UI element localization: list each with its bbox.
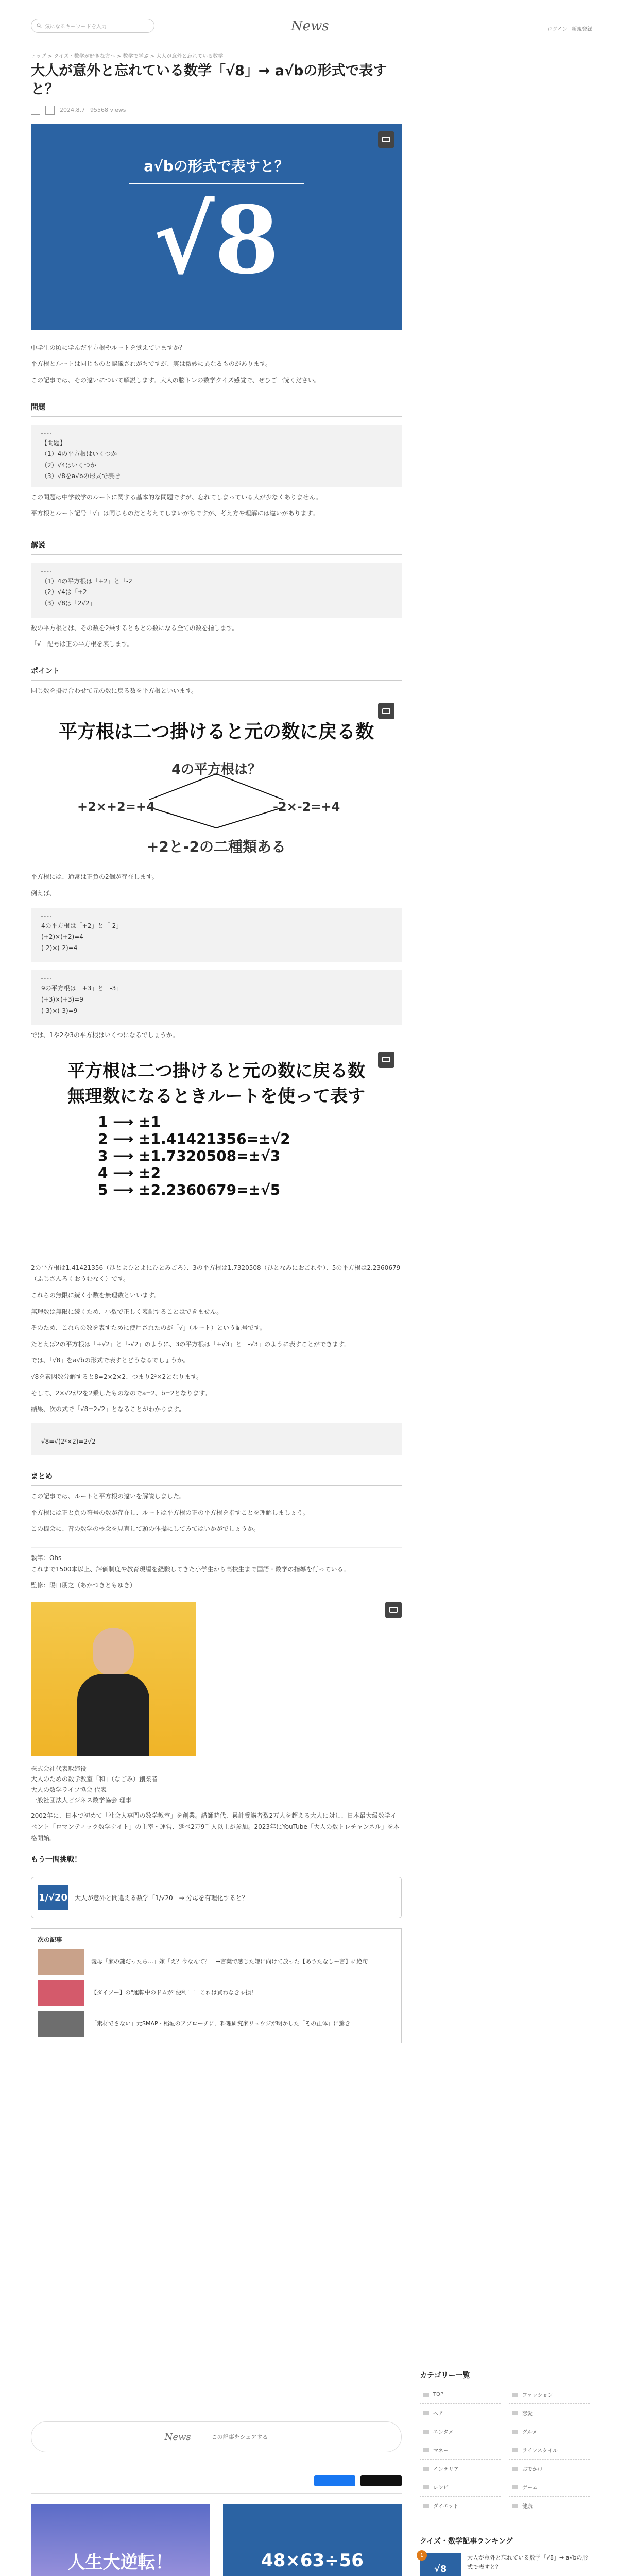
- illustration-subheading: 無理数になるときルートを使って表す: [67, 1086, 365, 1107]
- list-item[interactable]: 【ダイソー】の"運転中のドムが"便利！！ これは買わなきゃ損！: [38, 1980, 395, 2006]
- answer-item: （2）√4は「+2」: [41, 588, 93, 596]
- problem-item: （1）4の平方根はいくつか: [41, 450, 117, 458]
- share-icon[interactable]: [45, 106, 55, 115]
- author-label: 執筆：Ohs: [31, 1547, 402, 1564]
- category-item[interactable]: ヘア: [420, 2404, 501, 2422]
- article-date: 2024.8.7: [60, 107, 85, 114]
- category-item[interactable]: ファッション: [509, 2385, 590, 2404]
- root-row: 3 ⟶ ±1.7320508=±√3: [98, 1147, 281, 1164]
- illustration-square-root: [31, 707, 402, 861]
- search-bar[interactable]: [31, 19, 154, 33]
- hero-formula: √8: [153, 185, 279, 295]
- problem-text: この問題は中学数学のルートに関する基本的な問題ですが、忘れてしまっている人が少なくありません。: [31, 493, 322, 501]
- text: 例えば、: [31, 890, 56, 897]
- intro-3: この記事では、その違いについて解説します。大人の脳トレの数学クイズ感覚で、ぜひご一読ください。: [31, 377, 320, 384]
- hero-image: [31, 124, 402, 330]
- text: √8を素因数分解すると8=2×2×2、つまり2²×2となります。: [31, 1372, 203, 1380]
- category-item[interactable]: ゲーム: [509, 2478, 590, 2497]
- profile-bio: 2002年に、日本で初めて「社会人専門の数学教室」を創業。講師時代、累計受講者数2万人を超える大人に対し、日本最大級数学イベント「ロマンティック数学ナイト」の主宰・運営、延べ2万9千人以上が参加。2023年にYouTube「大人の数トレチャンネル」を本格開始。: [31, 1812, 400, 1842]
- category-item[interactable]: インテリア: [420, 2460, 501, 2478]
- text: 結果、次の式で「√8=2√2」となることがわかります。: [31, 1405, 185, 1413]
- image-icon: [385, 1602, 402, 1618]
- text: これらの無限に続く小数を無理数といいます。: [31, 1291, 161, 1299]
- summary-text: この機会に、昔の数学の概念を見直して頭の体操にしてみてはいかがでしょうか。: [31, 1525, 260, 1533]
- summary-text: 平方根には正と負の符号の数が存在し、ルートは平方根の正の平方根を指すことを理解しましょう。: [31, 1509, 310, 1516]
- breadcrumb[interactable]: トップ > クイズ・数学が好きな方へ > 数学で学ぶ > 大人が意外と忘れている数学: [31, 54, 224, 59]
- next-thumb: 1/√20: [38, 1885, 68, 1910]
- text: そのため、これらの数を表すために使用されたのが「√」（ルート）という記号です。: [31, 1324, 266, 1332]
- image-icon: [378, 1052, 394, 1068]
- example-line: (+2)×(+2)=4: [41, 933, 83, 941]
- example-line: 4の平方根は「+2」と「-2」: [41, 922, 123, 929]
- summary-text: この記事では、ルートと平方根の違いを解説しました。: [31, 1493, 186, 1500]
- example-box: [31, 970, 402, 1025]
- category-item[interactable]: ライフスタイル: [509, 2441, 590, 2460]
- text: では、「√8」をa√bの形式で表すとどうなるでしょうか。: [31, 1357, 190, 1364]
- page-title: 大人が意外と忘れている数学「√8」→ a√bの形式で表すと？: [31, 63, 387, 98]
- article-views: 95568 views: [90, 107, 126, 114]
- share-bar: [31, 2468, 402, 2494]
- category-item[interactable]: レシピ: [420, 2478, 501, 2497]
- text: では、1や2や3の平方根はいくつになるでしょうか。: [31, 1031, 179, 1039]
- problem-item: （2）√4はいくつか: [41, 461, 96, 469]
- text: たとえば2の平方根は「+√2」と「-√2」のように、3の平方根は「+√3」と「-√3」のように表すことができます。: [31, 1340, 351, 1348]
- text: 平方根には、通常は正負の2個が存在します。: [31, 873, 158, 881]
- next-label: もう一問挑戦！: [31, 1856, 81, 1865]
- example-line: (+3)×(+3)=9: [41, 995, 83, 1003]
- heading-summary: まとめ: [31, 1471, 402, 1486]
- list-item[interactable]: 「素材でさない」元SMAP・稲垣のアプローチに、料理研究家リュウジが明かした「その正体」に驚き: [38, 2011, 395, 2037]
- illustration-roots: [31, 1052, 402, 1258]
- example-line: (-2)×(-2)=4: [41, 944, 78, 952]
- bookmark-icon[interactable]: [31, 106, 40, 115]
- related-card[interactable]: 48×63÷56: [223, 2504, 402, 2576]
- next-card-title: 大人が意外と間違える数学「1/√20」→ 分母を有理化すると？: [75, 1894, 248, 1902]
- related-grid: [31, 2504, 402, 2576]
- illustration-left: +2×+2=+4: [77, 800, 155, 815]
- author-desc: これまで1500本以上、評価制度や教育現場を経験してきた小学生から高校生まで国語・数学の指導を行っている。: [31, 1565, 350, 1573]
- profile-line: 一般社団法人ビジネス数学協会 理事: [31, 1797, 132, 1804]
- supervisor: 監修：陽口朋之（あかつきともゆき）: [31, 1582, 136, 1589]
- category-list: [420, 2385, 590, 2515]
- illustration-question: 4の平方根は？: [171, 762, 262, 778]
- answer-box: [31, 563, 402, 618]
- example-line: 9の平方根は「+3」と「-3」: [41, 985, 123, 992]
- login-link[interactable]: ログイン: [547, 27, 568, 32]
- category-nav: [31, 2421, 402, 2452]
- footer-logo[interactable]: News: [164, 2431, 191, 2443]
- hero-caption: a√bの形式で表すと？: [144, 157, 289, 175]
- illustration-heading: 平方根は二つ掛けると元の数に戻る数: [58, 721, 374, 743]
- image-icon: [378, 703, 394, 719]
- answer-text: 数の平方根とは、その数を2乗するともとの数になる全ての数を指します。: [31, 624, 238, 632]
- root-row: 4 ⟶ ±2: [98, 1164, 161, 1181]
- header-links: [547, 25, 593, 32]
- list-item[interactable]: 義母「家の鍵だったら…」嫁「え？今なんて？」→言葉で感じた嫌に向けて放った【あうたなしー言】に絶句: [38, 1949, 395, 1975]
- category-item[interactable]: 健康: [509, 2497, 590, 2515]
- problem-label: 【問題】: [41, 439, 66, 447]
- category-item[interactable]: マネー: [420, 2441, 501, 2460]
- category-item[interactable]: エンタメ: [420, 2422, 501, 2441]
- heading-problem: 問題: [31, 402, 402, 417]
- x-share-button[interactable]: [360, 2475, 402, 2486]
- answer-item: （3）√8は「2√2」: [41, 600, 96, 607]
- profile: [31, 1764, 402, 1806]
- illustration-heading: 平方根は二つ掛けると元の数に戻る数: [67, 1060, 365, 1081]
- problem-item: （3）√8をa√bの形式で表せ: [41, 472, 121, 480]
- article: [31, 62, 402, 2043]
- sidebar: [420, 2370, 590, 2576]
- site-logo[interactable]: News: [291, 19, 329, 34]
- author-photo: [31, 1602, 196, 1756]
- categories-heading: カテゴリー一覧: [420, 2371, 470, 2380]
- heading-point: ポイント: [31, 666, 402, 681]
- profile-line: 大人の数学ライフ協会 代表: [31, 1786, 107, 1793]
- category-item[interactable]: ダイエット: [420, 2497, 501, 2515]
- text: 2の平方根は1.41421356（ひとよひとよにひとみごろ）、3の平方根は1.7320508（ひとなみにおごれや）、5の平方根は2.2360679（ふじさんろくおうむなく）です。: [31, 1264, 401, 1283]
- root-row: 1 ⟶ ±1: [98, 1113, 161, 1130]
- share-label: この記事をシェアする: [211, 2434, 268, 2441]
- next-articles-heading: 次の記事: [38, 1936, 63, 1944]
- problem-box: [31, 425, 402, 487]
- category-item[interactable]: TOP: [420, 2385, 501, 2404]
- category-item[interactable]: おでかけ: [509, 2460, 590, 2478]
- root-row: 2 ⟶ ±1.41421356=±√2: [98, 1130, 290, 1147]
- intro-2: 平方根とルートは同じものと認識されがちですが、実は微妙に異なるものがあります。: [31, 360, 271, 368]
- problem-text: 平方根とルート記号「√」は同じものだと考えてしまいがちですが、考え方や理解には違いがあります。: [31, 510, 319, 517]
- ranking-item[interactable]: 1 √8 大人が意外と忘れている数学「√8」→ a√bの形式で表すと？: [420, 2553, 590, 2576]
- answer-text: 「√」記号は正の平方根を表します。: [31, 640, 133, 648]
- formula-box: [31, 1423, 402, 1456]
- ranking-list: [420, 2553, 590, 2576]
- image-icon: [378, 131, 394, 148]
- category-item[interactable]: 恋愛: [509, 2404, 590, 2422]
- author-photo-wrap: [31, 1602, 402, 1756]
- related-card[interactable]: 人生大逆転！: [31, 2504, 210, 2576]
- facebook-share-button[interactable]: [314, 2475, 355, 2486]
- category-item[interactable]: グルメ: [509, 2422, 590, 2441]
- profile-line: 大人のための数学教室「和」（なごみ）創業者: [31, 1775, 158, 1783]
- text: 無理数は無限に続くため、小数で正しく表記することはできません。: [31, 1308, 223, 1315]
- answer-item: （1）4の平方根は「+2」と「-2」: [41, 577, 139, 585]
- root-row: 5 ⟶ ±2.2360679=±√5: [98, 1181, 281, 1198]
- intro-1: 中学生の頃に学んだ平方根やルートを覚えていますか？: [31, 344, 186, 351]
- ranking-heading: クイズ・数学記事ランキング: [420, 2537, 513, 2546]
- search-placeholder: 気になるキーワードを入力: [45, 24, 107, 30]
- example-line: (-3)×(-3)=9: [41, 1007, 78, 1014]
- next-articles: [31, 1928, 402, 2043]
- point-text: 同じ数を掛け合わせて元の数に戻る数を平方根といいます。: [31, 687, 198, 694]
- search-icon: [37, 23, 42, 28]
- next-question-card[interactable]: [31, 1877, 402, 1918]
- illustration-right: -2×-2=+4: [273, 800, 340, 815]
- profile-line: 株式会社代表取締役: [31, 1765, 87, 1772]
- roots-list: [31, 1113, 402, 1198]
- signup-link[interactable]: 新規登録: [572, 27, 592, 32]
- text: そして、2×√2が2を2乗したものなのでa=2、b=2となります。: [31, 1389, 211, 1397]
- illustration-bottom: +2と-2の二種類ある: [146, 838, 286, 856]
- example-box: [31, 908, 402, 962]
- article-meta: [31, 106, 402, 115]
- formula: √8=√(2²×2)=2√2: [41, 1437, 96, 1445]
- heading-answer: 解説: [31, 540, 402, 555]
